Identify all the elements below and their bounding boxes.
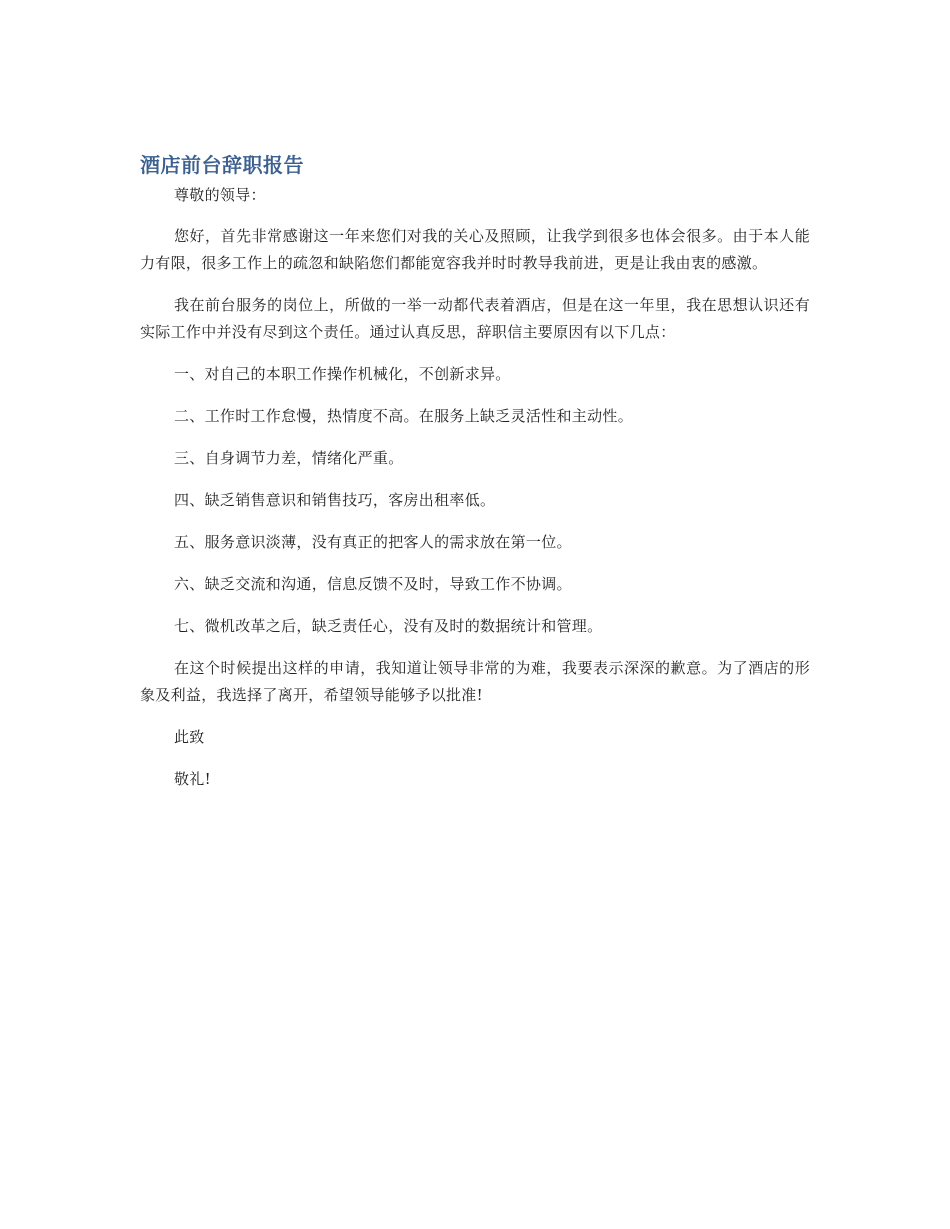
- reason-item-6: 六、缺乏交流和沟通，信息反馈不及时，导致工作不协调。: [174, 575, 572, 593]
- paragraph-conclusion: 在这个时候提出这样的申请，我知道让领导非常的为难，我要表示深深的歉意。为了酒店的形象及利益，我选择了离开，希望领导能够予以批准!: [140, 659, 810, 704]
- reason-item-3: 三、自身调节力差，情绪化严重。: [174, 449, 404, 467]
- closing-salutation: 此致: [174, 728, 205, 746]
- document-body: [140, 150, 810, 808]
- reason-item-7: 七、微机改革之后，缺乏责任心，没有及时的数据统计和管理。: [174, 617, 603, 635]
- paragraph-reflection: 我在前台服务的岗位上，所做的一举一动都代表着酒店，但是在这一年里，我在思想认识还有实际工作中并没有尽到这个责任。通过认真反思，辞职信主要原因有以下几点：: [140, 296, 810, 341]
- greeting: 尊敬的领导：: [174, 186, 266, 204]
- reason-item-5: 五、服务意识淡薄，没有真正的把客人的需求放在第一位。: [174, 533, 572, 551]
- closing-regards: 敬礼!: [174, 770, 211, 788]
- document-title: 酒店前台辞职报告: [140, 153, 304, 177]
- reason-item-4: 四、缺乏销售意识和销售技巧，客房出租率低。: [174, 491, 496, 509]
- reason-item-2: 二、工作时工作怠慢，热情度不高。在服务上缺乏灵活性和主动性。: [174, 407, 634, 425]
- reason-item-1: 一、对自己的本职工作操作机械化，不创新求异。: [174, 365, 511, 383]
- paragraph-intro: 您好，首先非常感谢这一年来您们对我的关心及照顾，让我学到很多也体会很多。由于本人能力有限，很多工作上的疏忽和缺陷您们都能宽容我并时时教导我前进，更是让我由衷的感激。: [140, 227, 810, 272]
